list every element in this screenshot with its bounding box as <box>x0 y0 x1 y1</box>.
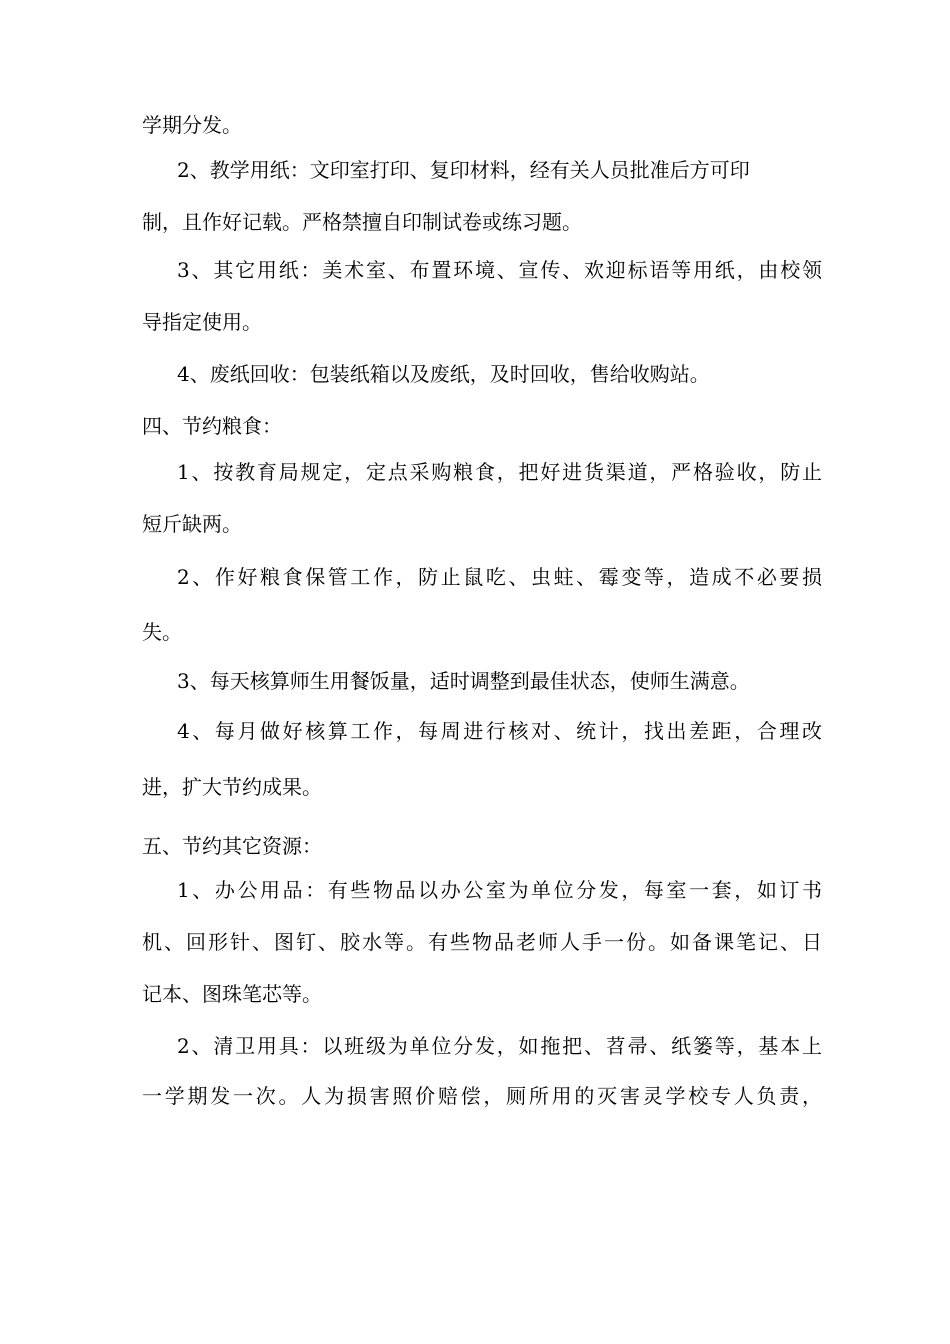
text-line: 学期分发。 <box>142 113 242 137</box>
text-line: 2、清卫用具：以班级为单位分发，如拖把、苕帚、纸篓等，基本上 <box>177 1034 822 1058</box>
section-heading: 四、节约粮食： <box>142 414 282 438</box>
text-line: 导指定使用。 <box>142 310 262 334</box>
text-line: 记本、图珠笔芯等。 <box>142 982 322 1006</box>
text-line: 3、其它用纸：美术室、布置环境、宣传、欢迎标语等用纸，由校领 <box>177 258 822 282</box>
text-line: 制，且作好记载。严格禁擅自印制试卷或练习题。 <box>142 210 582 234</box>
text-line: 4、废纸回收：包装纸箱以及废纸，及时回收，售给收购站。 <box>177 362 710 386</box>
text-line: 机、回形针、图钉、胶水等。有些物品老师人手一份。如备课笔记、日 <box>142 930 822 954</box>
text-line: 2、作好粮食保管工作，防止鼠吃、虫蛀、霉变等，造成不必要损 <box>177 565 822 589</box>
text-line: 短斤缺两。 <box>142 512 242 536</box>
text-line: 2、教学用纸：文印室打印、复印材料，经有关人员批准后方可印 <box>177 158 750 182</box>
text-line: 3、每天核算师生用餐饭量，适时调整到最佳状态，使师生满意。 <box>177 669 750 693</box>
text-line: 进，扩大节约成果。 <box>142 775 322 799</box>
text-line: 1、办公用品：有些物品以办公室为单位分发，每室一套，如订书 <box>177 878 822 902</box>
text-line: 一学期发一次。人为损害照价赔偿，厕所用的灭害灵学校专人负责， <box>142 1084 822 1108</box>
text-line: 4、每月做好核算工作，每周进行核对、统计，找出差距，合理改 <box>177 719 822 743</box>
text-line: 1、按教育局规定，定点采购粮食，把好进货渠道，严格验收，防止 <box>177 460 822 484</box>
section-heading: 五、节约其它资源： <box>142 834 322 858</box>
text-line: 失。 <box>142 620 182 644</box>
